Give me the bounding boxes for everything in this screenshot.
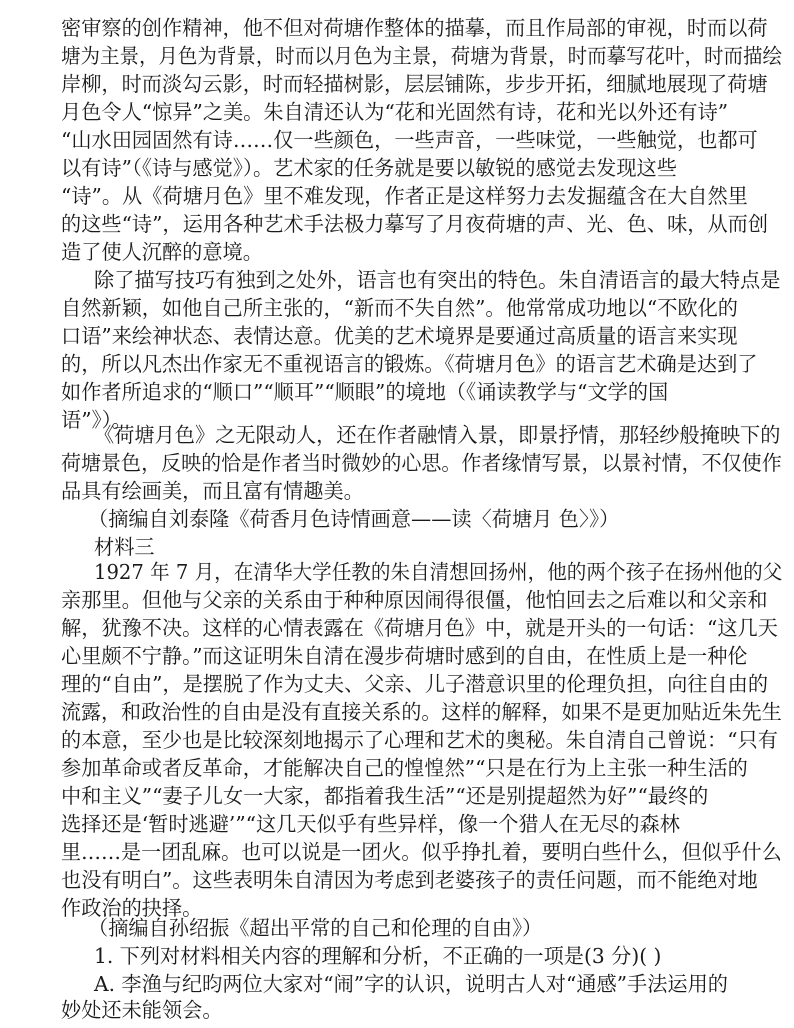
text-line: 自然新颖，如他自己所主张的，“新而不失自然”。他常常成功地以“不欧化的 xyxy=(61,296,738,320)
text-line: “山水田园固然有诗……仅一些颜色，一些声音，一些味觉，一些触觉，也都可 xyxy=(61,128,758,152)
text-line: 作政治的抉择。 xyxy=(61,896,203,920)
text-line: 也没有明白”。这些表明朱自清因为考虑到老婆孩子的责任问题，而不能绝对地 xyxy=(61,868,758,892)
text-line: 造了使人沉醉的意境。 xyxy=(61,240,263,264)
text-line: 里……是一团乱麻。也可以说是一团火。似乎挣扎着，要明白些什么，但似乎什么 xyxy=(61,840,782,864)
text-line: 语”》）。 xyxy=(61,408,132,432)
text-line: 亲那里。但他与父亲的关系由于种种原因闹得很僵，他怕回去之后难以和父亲和 xyxy=(61,588,768,612)
text-line: 参加革命或者反革命，才能解决自己的惶惶然”“只是在行为上主张一种生活的 xyxy=(61,756,748,780)
text-line: 流露，和政治性的自由是没有直接关系的。这样的解释，如果不是更加贴近朱先生 xyxy=(61,700,782,724)
text-line: 的本意，至少也是比较深刻地揭示了心理和艺术的奥秘。朱自清自己曾说：“只有 xyxy=(61,728,778,752)
text-line: 口语”来绘神状态、表情达意。优美的艺术境界是要通过高质量的语言来实现 xyxy=(61,324,738,348)
text-line: 除了描写技巧有独到之处外，语言也有突出的特色。朱自清语言的最大特点是 xyxy=(94,268,781,292)
section-heading: 材料三 xyxy=(94,535,155,559)
text-line: 的，所以凡杰出作家无不重视语言的锻炼。《荷塘月色》的语言艺术确是达到了 xyxy=(61,352,758,376)
text-line: 如作者所追求的“顺口”“顺耳”“顺眼”的境地（《诵读教学与“文学的国 xyxy=(61,380,669,404)
text-line: 塘为主景，月色为背景，时而以月色为主景，荷塘为背景，时而摹写花叶，时而描绘 xyxy=(61,44,782,68)
answer-option-a: A. 李渔与纪昀两位大家对“闹”字的认识，说明古人对“通感”手法运用的 xyxy=(94,972,728,996)
question-stem: 1. 下列对材料相关内容的理解和分析，不正确的一项是(3 分)( ) xyxy=(94,944,662,968)
text-line: 月色令人“惊异”之美。朱自清还认为“花和光固然有诗，花和光以外还有诗” xyxy=(61,100,729,124)
text-line: 品具有绘画美，而且富有情趣美。 xyxy=(61,479,364,503)
text-line: 心里颇不宁静。”而这证明朱自清在漫步荷塘时感到的自由，在性质上是一种伦 xyxy=(61,644,748,668)
source-citation: （摘编自刘泰隆《荷香月色诗情画意——读〈荷塘月 色〉》） xyxy=(88,507,620,531)
text-line: 的这些“诗”，运用各种艺术手法极力摹写了月夜荷塘的声、光、色、味，从而创 xyxy=(61,212,769,236)
text-line: 以有诗”（《诗与感觉》）。艺术家的任务就是要以敏锐的感觉去发现这些 xyxy=(61,156,677,180)
text-line: 密审察的创作精神，他不但对荷塘作整体的描摹，而且作局部的审视，时而以荷 xyxy=(61,16,768,40)
text-line: 《荷塘月色》之无限动人，还在作者融情入景，即景抒情，那轻纱般掩映下的 xyxy=(94,423,781,447)
text-line: 选择还是‘暂时逃避’”“这几天似乎有些异样，像一个猎人在无尽的森林 xyxy=(61,812,680,836)
text-line: 岸柳，时而淡勾云影，时而轻描树影，层层铺陈，步步开拓，细腻地展现了荷塘 xyxy=(61,72,768,96)
text-line: 解，犹豫不决。这样的心情表露在《荷塘月色》中，就是开头的一句话：“这几天 xyxy=(61,616,778,640)
text-line: 理的“自由”，是摆脱了作为丈夫、父亲、儿子潜意识里的伦理负担，向往自由的 xyxy=(61,672,769,696)
text-line: 荷塘景色，反映的恰是作者当时微妙的心思。作者缘情写景，以景衬情，不仅使作 xyxy=(61,451,782,475)
answer-option-a-continued: 妙处还未能领会。 xyxy=(61,998,223,1022)
text-line: 1927 年 7 月，在清华大学任教的朱自清想回扬州，他的两个孩子在扬州他的父 xyxy=(94,560,783,584)
text-line: 中和主义”“妻子儿女一大家，都指着我生活”“还是别提超然为好”“最终的 xyxy=(61,784,709,808)
text-line: “诗”。从《荷塘月色》里不难发现，作者正是这样努力去发掘蕴含在大自然里 xyxy=(61,184,748,208)
source-citation: （摘编自孙绍振《超出平常的自己和伦理的自由》） xyxy=(88,916,543,940)
